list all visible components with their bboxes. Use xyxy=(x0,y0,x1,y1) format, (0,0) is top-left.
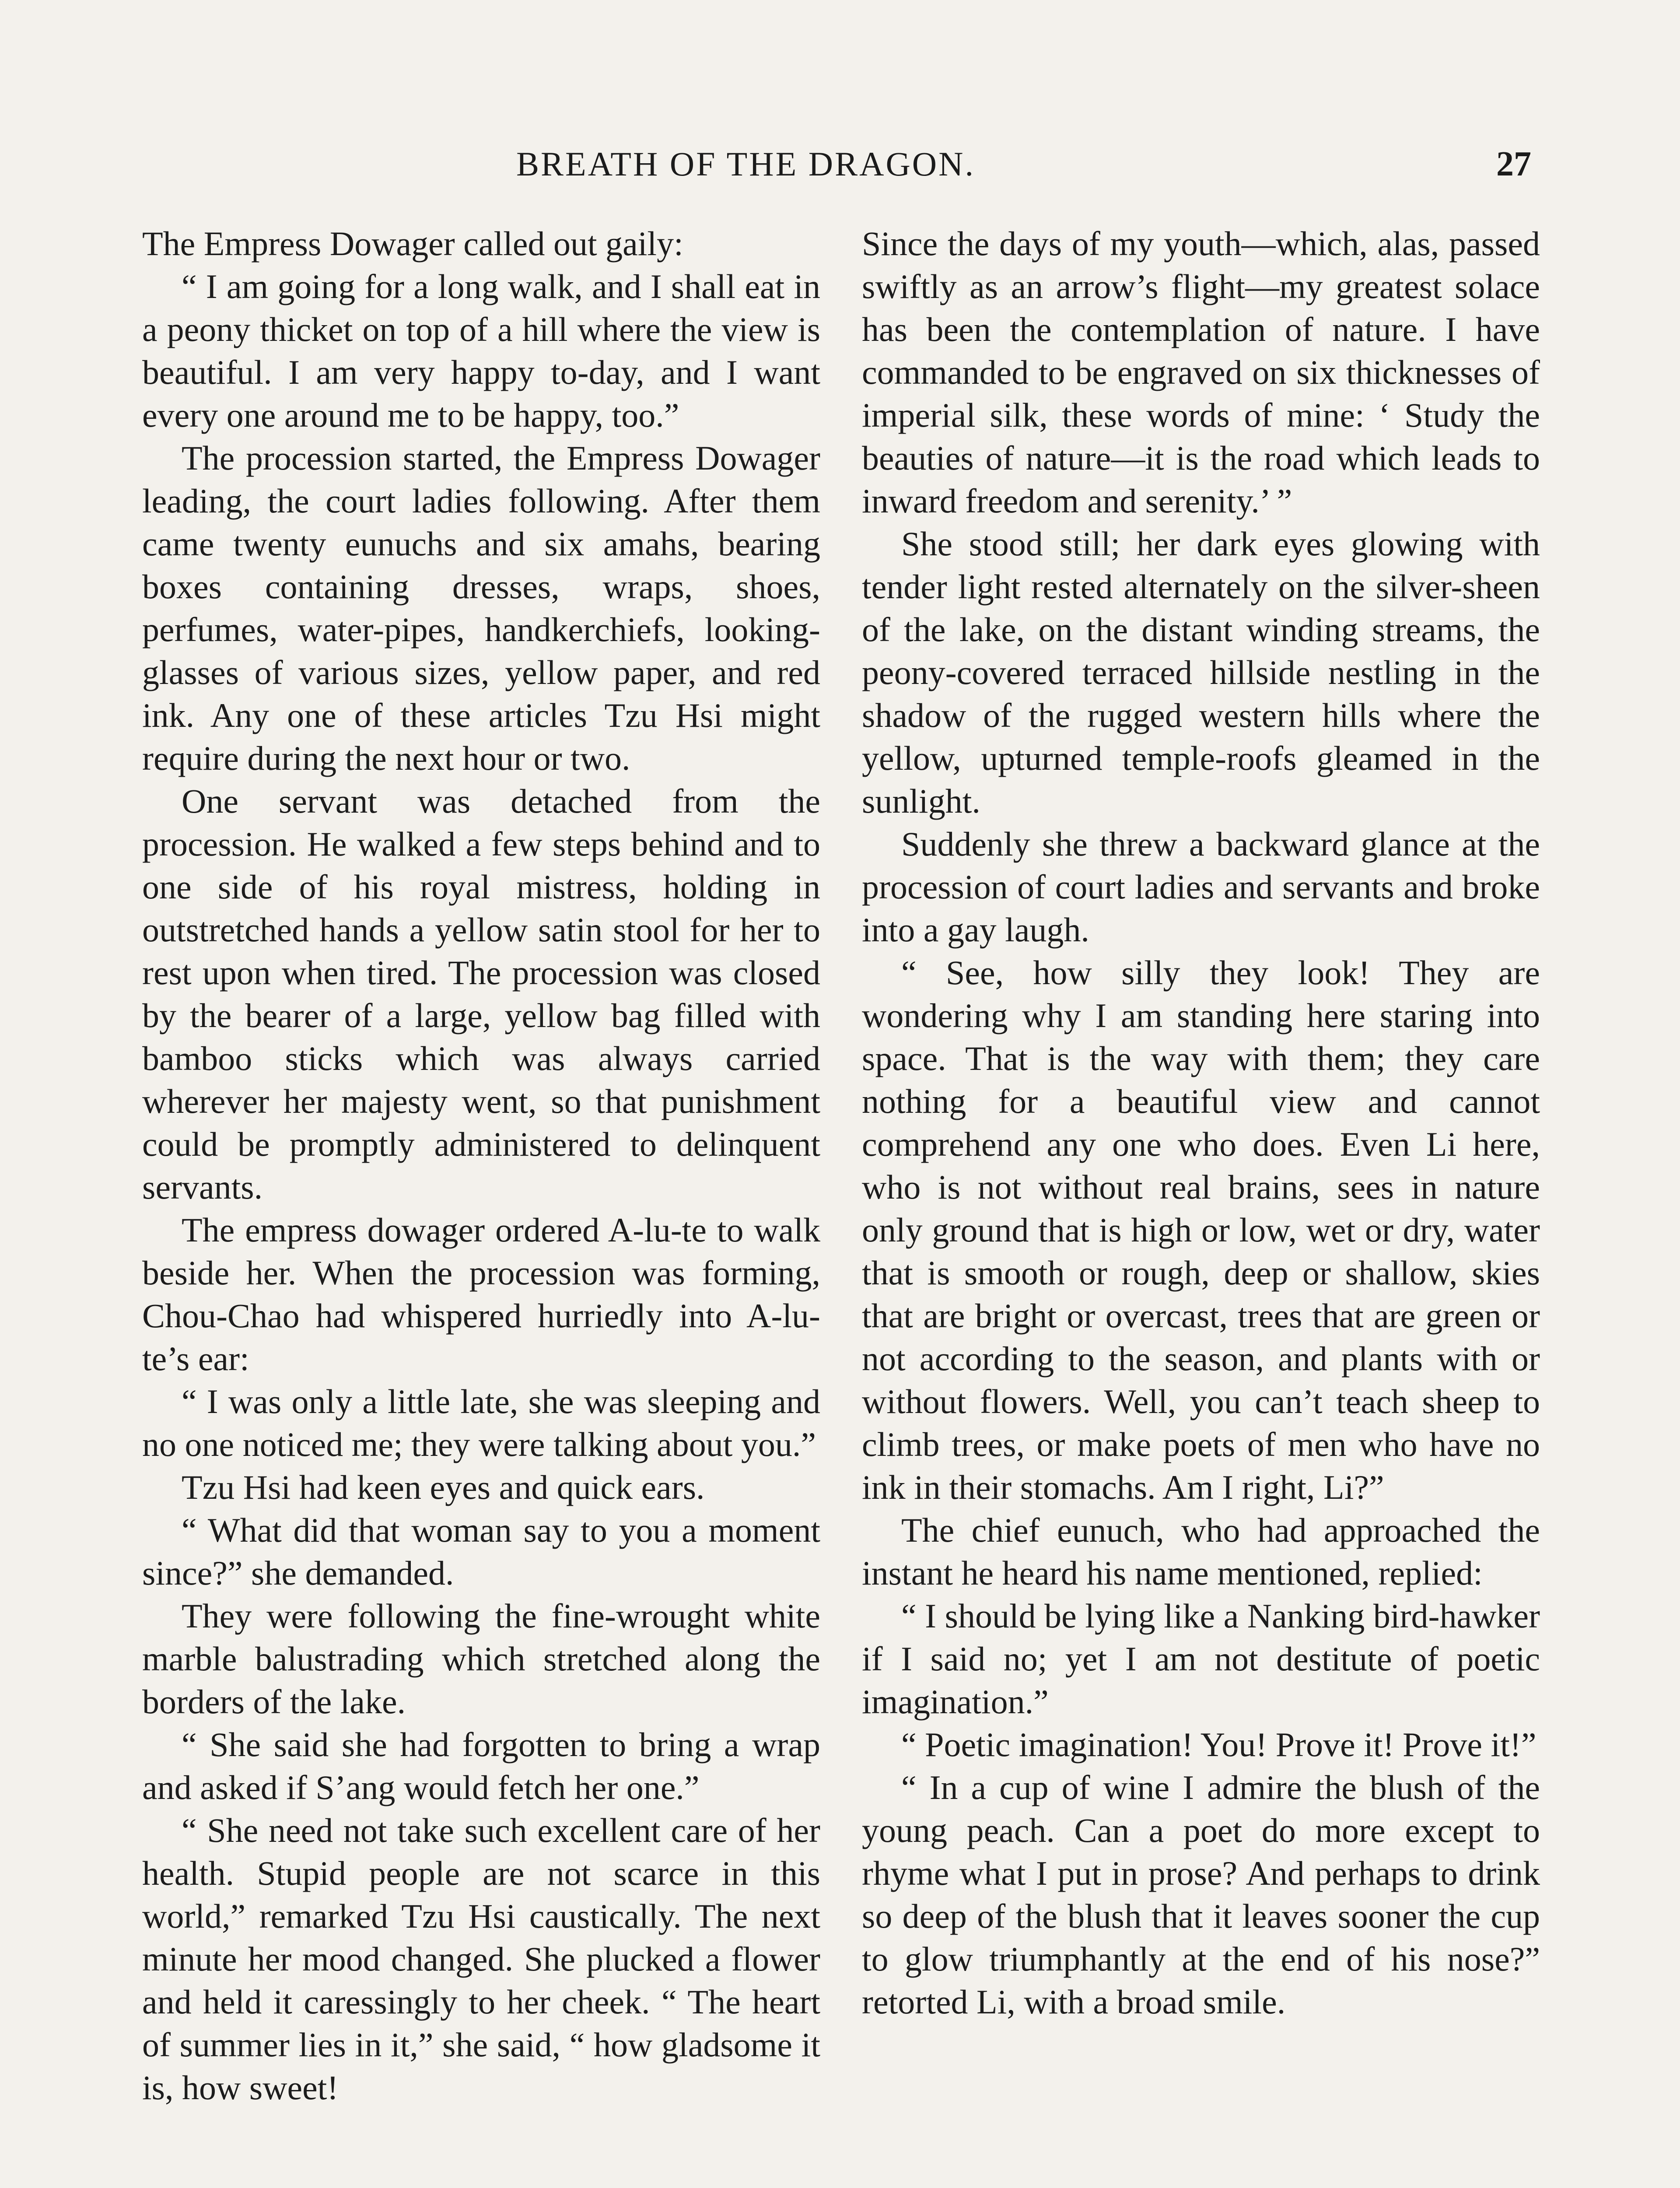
paragraph: “ I should be lying like a Nanking bird-hawker if I said no; yet I am not destitute of poetic imagination.” xyxy=(862,1597,1540,1721)
paragraph: Since the days of my youth—which, alas, passed swiftly as an arrow’s flight—my greatest solace has been the contemplation of nature. I have commanded to be engraved on six thicknesses of imperial silk, these words of mine: ‘ Study the beauties of nature—it is the road which leads to inward freedom and serenity.’ ” xyxy=(862,224,1540,520)
paragraph: Suddenly she threw a backward glance at the procession of court ladies and servants and broke into a gay laugh. xyxy=(862,825,1540,949)
paragraph: The empress dowager ordered A-lu-te to walk beside her. When the procession was forming, Chou-Chao had whispered hurriedly into A-lu-te’s ear: xyxy=(142,1211,820,1378)
paragraph: “ She need not take such excellent care of her health. Stupid people are not scarce in this world,” remarked Tzu Hsi caustically. The next minute her mood changed. She plucked a flower and held it caressingly to her cheek. “ The heart of summer lies in it,” she said, “ how gladsome it is, how sweet! xyxy=(142,1811,820,2107)
paragraph: They were following the fine-wrought white marble balustrading which stretched along the borders of the lake. xyxy=(142,1597,820,1721)
paragraph: “ See, how silly they look! They are wondering why I am standing here staring into space. That is the way with them; they care nothing for a beautiful view and cannot comprehend any one who does. Even Li here, who is not without real brains, sees in nature only ground that is high or low, wet or dry, water that is smooth or rough, deep or shallow, skies that are bright or overcast, trees that are green or not according to the season, and plants with or without flowers. Well, you can’t teach sheep to climb trees, or make poets of men who have no ink in their stomachs. Am I right, Li?” xyxy=(862,954,1540,1506)
paragraph: Tzu Hsi had keen eyes and quick ears. xyxy=(182,1468,705,1506)
paragraph: The chief eunuch, who had approached the instant he heard his name mentioned, replied: xyxy=(862,1511,1540,1592)
page-number: 27 xyxy=(1496,145,1531,183)
right-column xyxy=(862,222,1540,2023)
paragraph: “ She said she had forgotten to bring a wrap and asked if S’ang would fetch her one.” xyxy=(142,1725,820,1806)
paragraph: The Empress Dowager called out gaily: xyxy=(142,224,683,263)
paragraph: She stood still; her dark eyes glowing with tender light rested alternately on the silver-sheen of the lake, on the distant winding streams, the peony-covered terraced hillside nestling in the shadow of the rugged western hills where the yellow, upturned temple-roofs gleamed in the sunlight. xyxy=(862,525,1540,820)
paragraph: One servant was detached from the procession. He walked a few steps behind and to one side of his royal mistress, holding in outstretched hands a yellow satin stool for her to rest upon when tired. The procession was closed by the bearer of a large, yellow bag filled with bamboo sticks which was always carried wherever her majesty went, so that punishment could be promptly administered to delinquent servants. xyxy=(142,782,820,1206)
paragraph: “ I am going for a long walk, and I shall eat in a peony thicket on top of a hill where the view is beautiful. I am very happy to-day, and I want every one around me to be happy, too.” xyxy=(142,267,820,434)
paragraph: The procession started, the Empress Dowager leading, the court ladies following. After them came twenty eunuchs and six amahs, bearing boxes containing dresses, wraps, shoes, perfumes, water-pipes, handkerchiefs, looking-glasses of various sizes, yellow paper, and red ink. Any one of these articles Tzu Hsi might require during the next hour or two. xyxy=(142,439,820,777)
paragraph: “ In a cup of wine I admire the blush of the young peach. Can a poet do more except to rhyme what I put in prose? And perhaps to drink so deep of the blush that it leaves sooner the cup to glow triumphantly at the end of his nose?” retorted Li, with a broad smile. xyxy=(862,1768,1540,2021)
running-head: BREATH OF THE DRAGON. xyxy=(516,145,975,183)
paragraph: “ Poetic imagination! You! Prove it! Prove it!” xyxy=(901,1725,1536,1764)
paragraph: “ What did that woman say to you a moment since?” she demanded. xyxy=(142,1511,820,1592)
left-column xyxy=(142,222,820,2109)
paragraph: “ I was only a little late, she was sleeping and no one noticed me; they were talking about you.” xyxy=(142,1382,820,1463)
